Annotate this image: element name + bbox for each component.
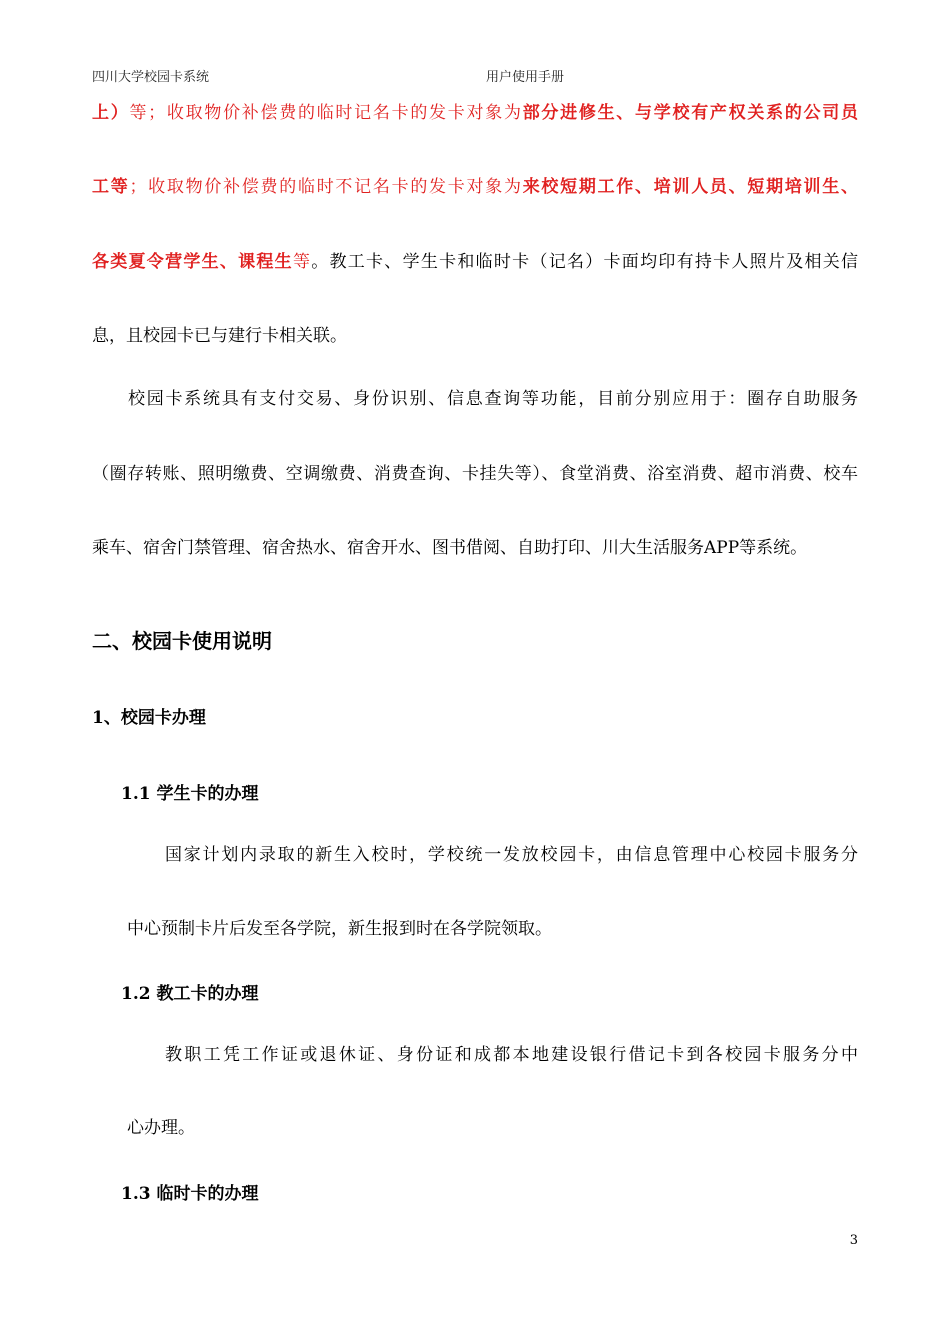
subsection-heading-1-3: 1.3 临时卡的办理	[121, 1184, 259, 1204]
s12-line-1: 教职工凭工作证或退休证、身份证和成都本地建设银行借记卡到各校园卡服务分中	[165, 1045, 858, 1065]
page-number: 3	[849, 1233, 858, 1248]
header-center: 用户使用手册	[486, 70, 565, 85]
s12-line-2: 心办理。	[127, 1118, 195, 1138]
intro-line-1: 上）等；收取物价补偿费的临时记名卡的发卡对象为部分进修生、与学校有产权关系的公司员	[92, 103, 859, 123]
functions-line-2: （圈存转账、照明缴费、空调缴费、消费查询、卡挂失等）、食堂消费、浴室消费、超市消费、校车	[92, 464, 858, 484]
intro-line-3: 各类夏令营学生、课程生等。教工卡、学生卡和临时卡（记名）卡面均印有持卡人照片及相关信	[92, 252, 859, 272]
s11-line-1: 国家计划内录取的新生入校时，学校统一发放校园卡，由信息管理中心校园卡服务分	[165, 845, 858, 865]
functions-line-3: 乘车、宿舍门禁管理、宿舍热水、宿舍开水、图书借阅、自助打印、川大生活服务APP等系统。	[92, 538, 808, 558]
intro-line-4: 息，且校园卡已与建行卡相关联。	[92, 326, 347, 346]
subsection-heading-1-2: 1.2 教工卡的办理	[121, 984, 259, 1004]
subsection-heading-1-1: 1.1 学生卡的办理	[121, 784, 259, 804]
subsection-heading-1: 1、校园卡办理	[92, 708, 206, 728]
header-left: 四川大学校园卡系统	[92, 70, 210, 85]
intro-line-2: 工等；收取物价补偿费的临时不记名卡的发卡对象为来校短期工作、培训人员、短期培训生、	[92, 177, 859, 197]
s11-line-2: 中心预制卡片后发至各学院，新生报到时在各学院领取。	[127, 919, 552, 939]
functions-line-1: 校园卡系统具有支付交易、身份识别、信息查询等功能，目前分别应用于：圈存自助服务	[128, 389, 858, 409]
section-heading: 二、校园卡使用说明	[92, 629, 272, 653]
